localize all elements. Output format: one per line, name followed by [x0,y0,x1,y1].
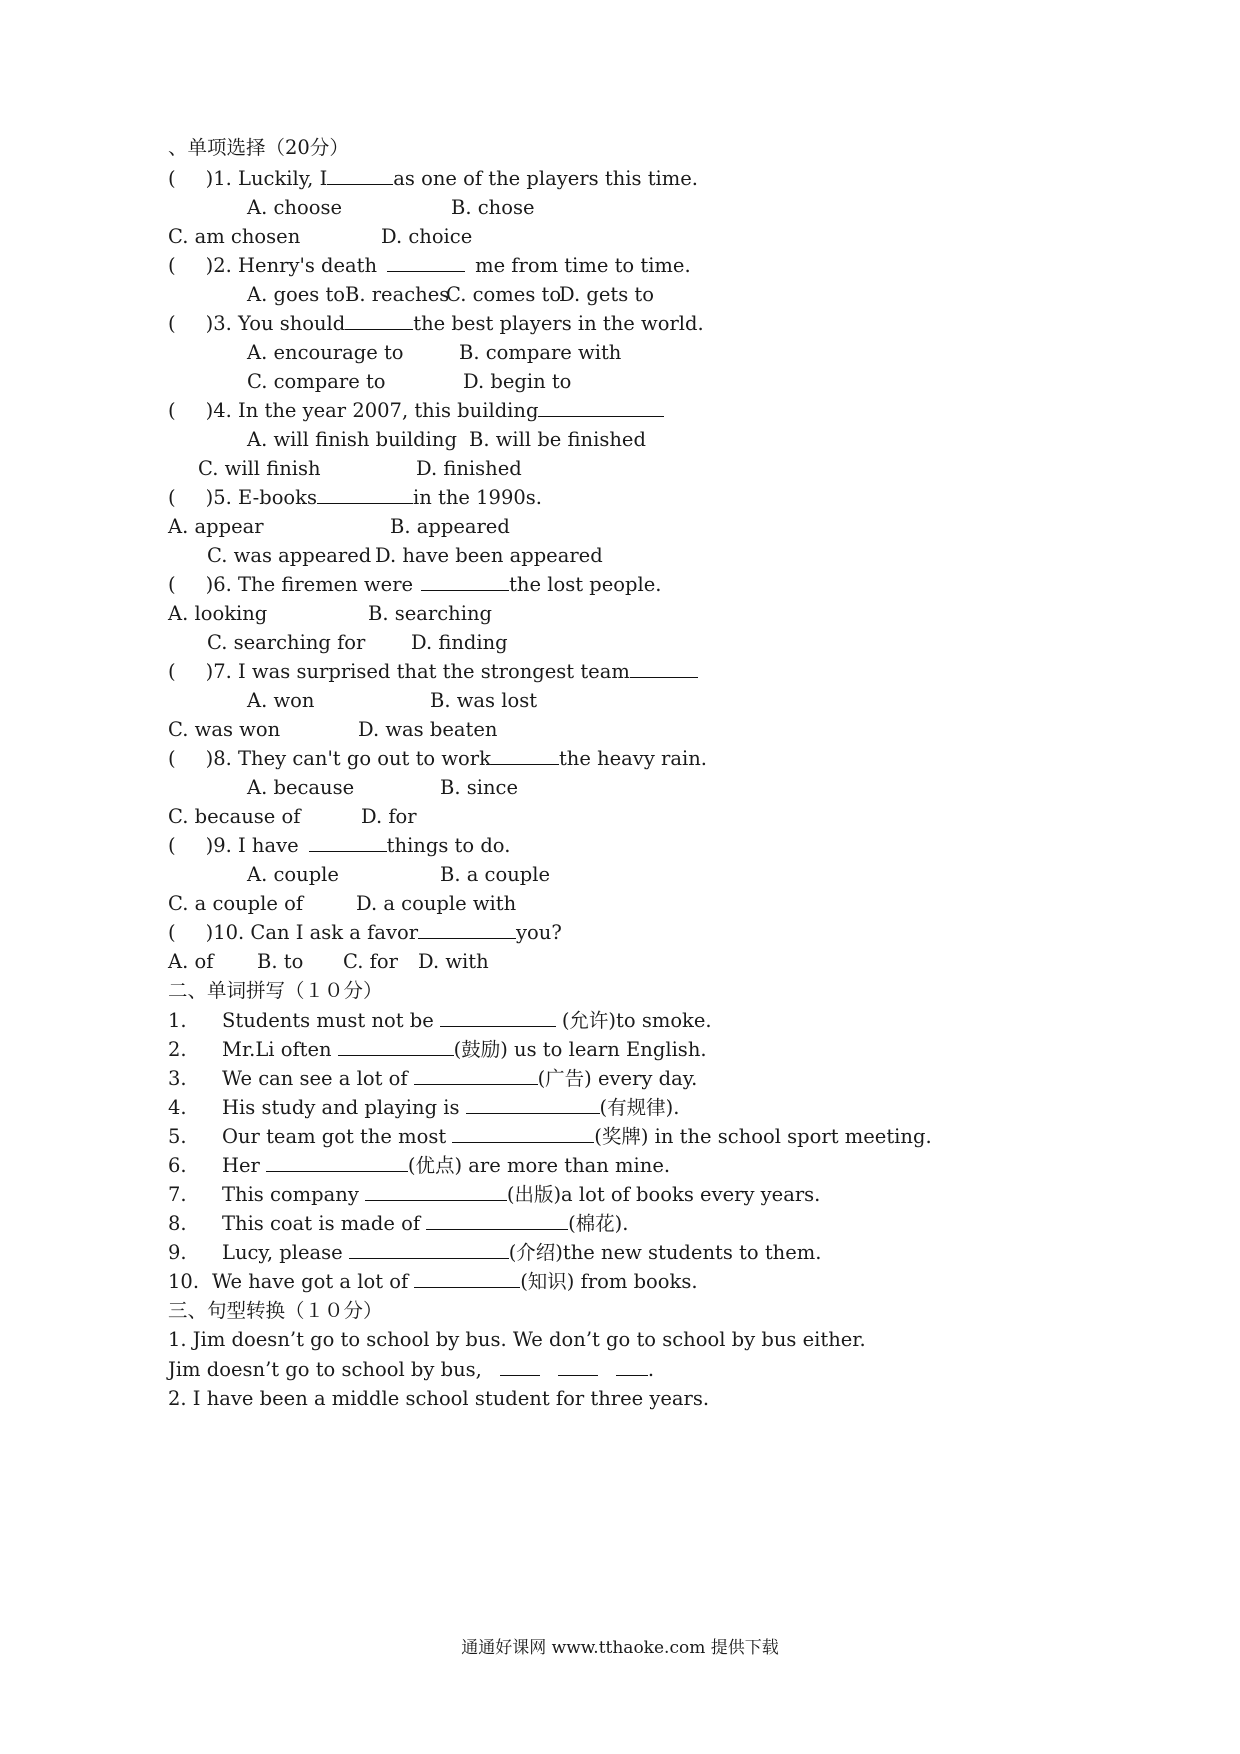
item-text: His study and playing is [222,1096,460,1119]
option-a: A. encourage to [247,341,404,364]
item-text: We have got a lot of [212,1270,409,1293]
item-text: (广告) every day. [537,1067,698,1090]
transform-answer-1 [168,1357,654,1383]
option-a: A. looking [168,602,268,625]
item-number: 7. [168,1183,187,1206]
option-c: C. was appeared [207,544,372,567]
item-text: (棉花). [568,1212,629,1235]
answer-blank [414,1269,520,1288]
item-text: We can see a lot of [222,1067,408,1090]
item-text: (介绍)the new students to them. [508,1241,822,1264]
answer-blank [309,833,387,852]
item-number: 6. [168,1154,187,1177]
question-6 [168,572,661,598]
stem: )5. E-books [205,486,317,509]
spelling-item [168,1153,670,1179]
stem: as one of the players this time. [393,167,698,190]
question-10 [168,920,562,946]
answer-blank [387,253,465,272]
item-number: 9. [168,1241,187,1264]
item-number: 10. [168,1270,200,1293]
paren: ( [168,486,176,509]
question-8 [168,746,707,772]
spelling-item [168,1095,679,1121]
option-d: D. finding [411,631,508,654]
option-d: D. have been appeared [375,544,603,567]
option-b: B. was lost [430,689,538,712]
period: . [647,1358,655,1381]
spelling-item [168,1037,707,1063]
answer-blank [466,1095,600,1114]
stem: me from time to time. [475,254,691,277]
answer-blank [426,1211,568,1230]
answer-blank [421,572,509,591]
option-c: C. comes to [446,283,562,306]
option-a: A. goes to [247,283,346,306]
option-d: D. choice [381,225,473,248]
question-4 [168,398,664,424]
item-text: Her [222,1154,260,1177]
item-text: (优点) are more than mine. [407,1154,671,1177]
paren: ( [168,254,176,277]
section2-title: 二、单词拼写（１０分） [168,979,383,1002]
item-number: 1. [168,1009,187,1032]
item-text: (有规律). [599,1096,680,1119]
option-a: A. couple [247,863,339,886]
paren: ( [168,312,176,335]
stem: the lost people. [509,573,662,596]
answer-blank [616,1357,648,1376]
spelling-item [168,1008,712,1034]
spelling-item [168,1269,698,1295]
option-c: C. searching for [207,631,366,654]
item-text: Our team got the most [222,1125,447,1148]
stem: the best players in the world. [413,312,704,335]
option-d: D. was beaten [358,718,498,741]
answer-blank [630,659,698,678]
stem: )2. Henry's death [205,254,378,277]
stem: )3. You should [205,312,346,335]
answer-blank [500,1357,540,1376]
transform-sentence-2: 2. I have been a middle school student for three years. [168,1387,710,1410]
item-text: This company [222,1183,359,1206]
question-7 [168,659,698,685]
answer-blank [418,920,516,939]
paren: ( [168,573,176,596]
paren: ( [168,834,176,857]
item-text: This coat is made of [222,1212,421,1235]
stem: )8. They can't go out to work [205,747,491,770]
option-c: C. will finish [198,457,321,480]
option-a: A. because [247,776,355,799]
answer-blank [414,1066,538,1085]
paren: ( [168,747,176,770]
footer-credit: 通通好课网 www.tthaoke.com 提供下载 [461,1638,779,1658]
stem: )10. Can I ask a favor [205,921,419,944]
answer-blank [491,746,559,765]
item-number: 4. [168,1096,187,1119]
answer-blank [452,1124,594,1143]
option-b: B. chose [451,196,535,219]
answer-blank [338,1037,454,1056]
paren: ( [168,399,176,422]
item-text: (鼓励) us to learn English. [453,1038,707,1061]
answer-blank [538,398,664,417]
section1-title: 、单项选择（20分） [168,136,349,159]
option-b: B. compare with [459,341,622,364]
stem: )7. I was surprised that the strongest team [205,660,630,683]
option-a: A. of [168,950,214,973]
option-d: D. begin to [463,370,572,393]
question-1 [168,166,698,192]
answer-blank [345,311,413,330]
stem: the heavy rain. [558,747,707,770]
option-c: C. because of [168,805,301,828]
question-5 [168,485,542,511]
option-c: C. a couple of [168,892,304,915]
item-text: Students must not be [222,1009,434,1032]
stem: )9. I have [205,834,299,857]
option-a: A. appear [168,515,264,538]
option-b: B. searching [368,602,492,625]
paren: ( [168,167,176,190]
option-d: D. for [361,805,417,828]
spelling-item [168,1124,932,1150]
question-2 [168,253,691,279]
option-d: D. finished [416,457,522,480]
option-d: D. gets to [559,283,654,306]
option-b: B. since [440,776,518,799]
stem: in the 1990s. [413,486,542,509]
item-text: (知识) from books. [520,1270,698,1293]
option-b: B. appeared [390,515,510,538]
answer-blank [365,1182,507,1201]
section3-title: 三、句型转换（１０分） [168,1299,383,1322]
answer-blank [558,1357,598,1376]
item-text: Lucy, please [222,1241,343,1264]
question-3 [168,311,704,337]
spelling-item [168,1211,629,1237]
option-c: C. was won [168,718,281,741]
option-d: D. a couple with [356,892,517,915]
stem: )1. Luckily, I [205,167,328,190]
option-c: C. am chosen [168,225,301,248]
paren: ( [168,921,176,944]
spelling-item [168,1182,820,1208]
item-number: 5. [168,1125,187,1148]
option-a: A. choose [247,196,342,219]
spelling-item [168,1240,821,1266]
item-text: (出版)a lot of books every years. [506,1183,821,1206]
option-d: D. with [418,950,489,973]
transform-sentence-1: 1. Jim doesn’t go to school by bus. We don’t go to school by bus either. [168,1328,866,1351]
spelling-item [168,1066,697,1092]
answer-blank [440,1008,556,1027]
option-c: C. compare to [247,370,386,393]
answer-blank [327,166,393,185]
answer-blank [317,485,413,504]
stem: things to do. [386,834,511,857]
option-b: B. to [257,950,304,973]
item-number: 2. [168,1038,187,1061]
option-a: A. will finish building [247,428,457,451]
item-number: 3. [168,1067,187,1090]
item-text: (奖牌) in the school sport meeting. [594,1125,932,1148]
stem: )4. In the year 2007, this building [205,399,539,422]
stem: )6. The firemen were [205,573,414,596]
option-a: A. won [247,689,315,712]
option-b: B. will be finished [469,428,646,451]
item-number: 8. [168,1212,187,1235]
answer-blank [266,1153,408,1172]
question-9 [168,833,510,859]
item-text: (允许)to smoke. [561,1009,712,1032]
stem: you? [516,921,562,944]
sentence-text: Jim doesn’t go to school by bus, [168,1358,482,1381]
item-text: Mr.Li often [222,1038,332,1061]
option-b: B. a couple [440,863,551,886]
option-b: B. reaches [345,283,450,306]
option-c: C. for [343,950,398,973]
answer-blank [349,1240,509,1259]
paren: ( [168,660,176,683]
